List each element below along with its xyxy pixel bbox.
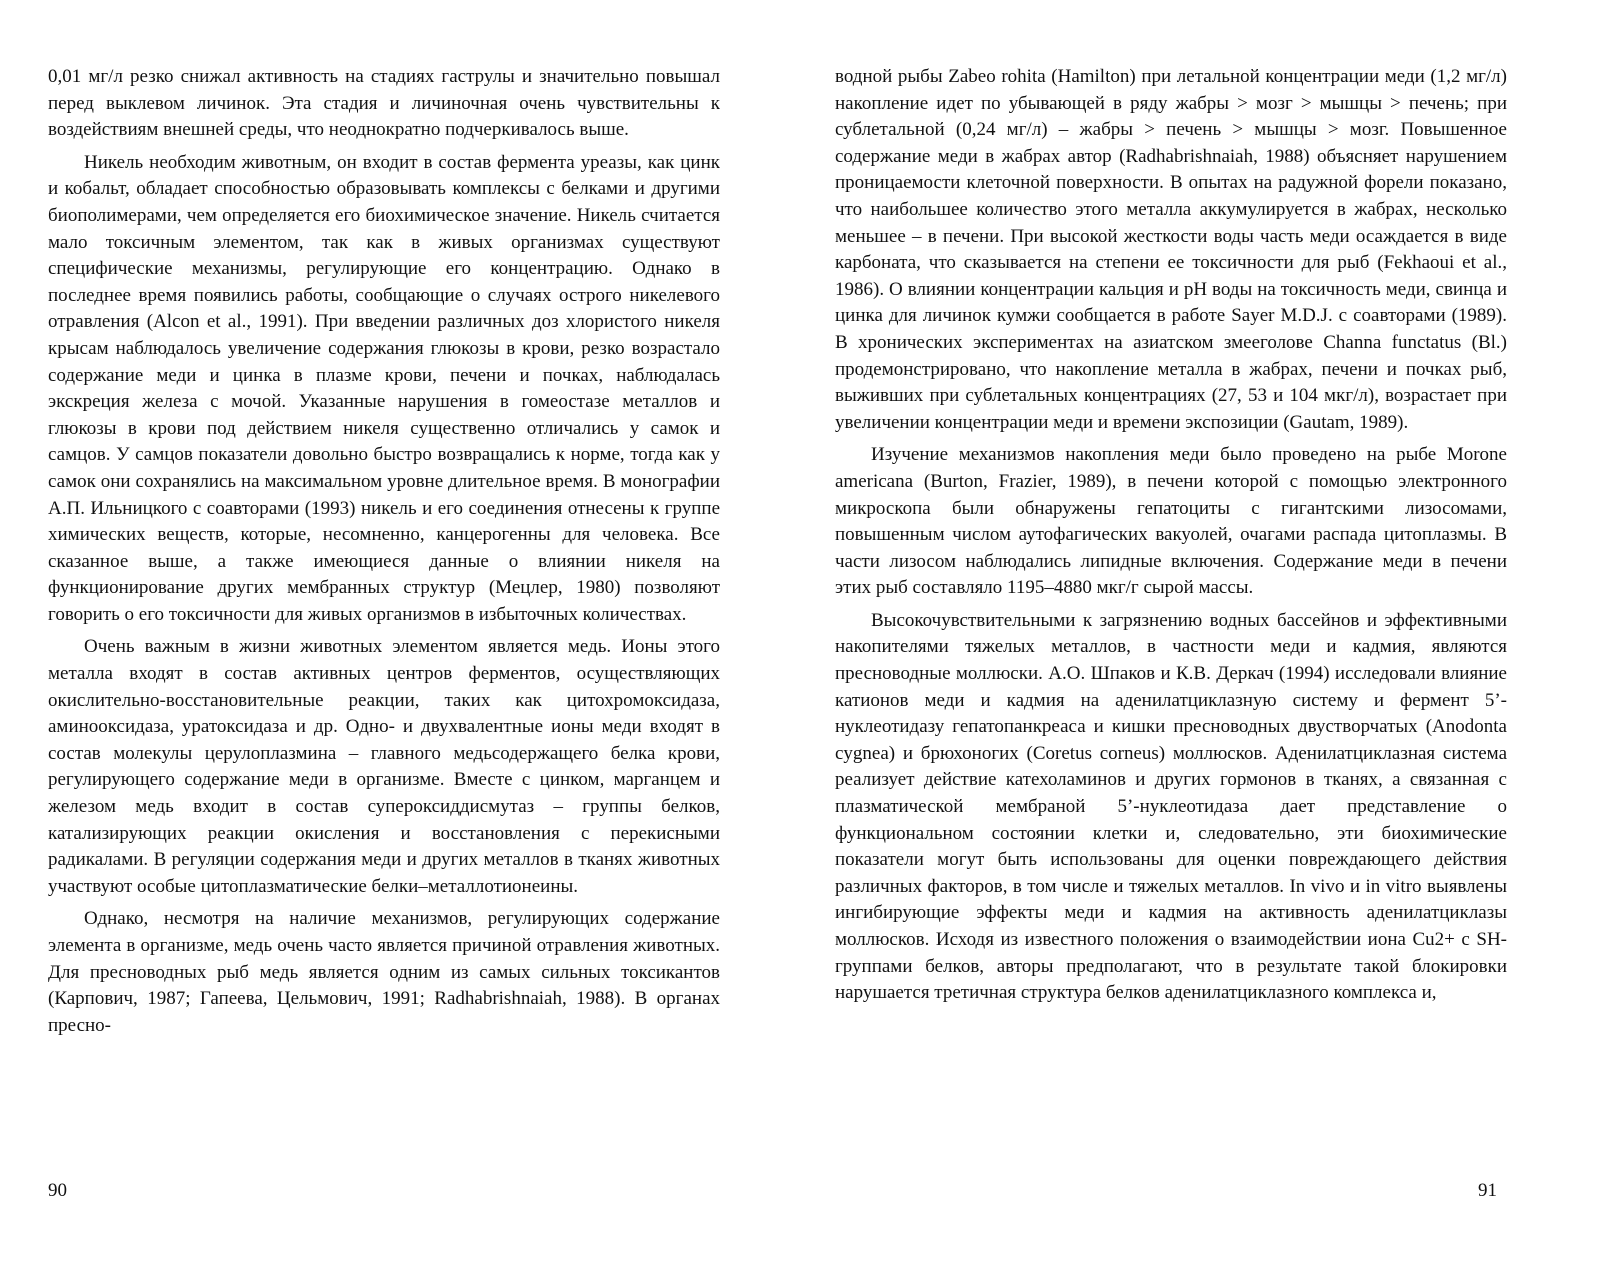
page-number: 90 xyxy=(48,1180,67,1201)
paragraph: Никель необходим животным, он входит в состав фермента уреазы, как цинк и кобальт, обладает способностью образовывать комплексы с белками и другими биополимерами, чем определяется его биохимическое значение. Никель считается мало токсичным элементом, так как в живых организмах существуют специфические механизмы, регулирующие его концентрацию. Однако в последнее время появились работы, сообщающие о случаях острого никелевого отравления (Alcon et al., 1991). При введении различных доз хлористого никеля крысам наблюдалось увеличение содержания глюкозы в крови, резко возрастало содержание меди и цинка в плазме крови, печени и почках, наблюдалась экскреция железа с мочой. Указанные нарушения в гомеостазе металлов и глюкозы в крови под действием никеля существенно отличались у самок и самцов. У самцов показатели довольно быстро возвращались к норме, тогда как у самок они сохранялись на максимальном уровне длительное время. В монографии А.П. Ильницкого с соавторами (1993) никель и его соединения отнесены к группе химических веществ, которые, несомненно, канцерогенны для человека. Все сказанное выше, а также имеющиеся данные о влиянии никеля на функционирование других мембранных структур (Мецлер, 1980) позволяют говорить о его токсичности для живых организмов в избыточных количествах. xyxy=(48,151,720,625)
paragraph: Однако, несмотря на наличие механизмов, регулирующих содержание элемента в организме, медь очень часто является причиной отравления животных. Для пресноводных рыб медь является одним из самых сильных токсикантов (Карпович, 1987; Гапеева, Цельмович, 1991; Radhabrishnaiah, 1988). В органах пресно- xyxy=(48,908,720,1036)
paragraph: Высокочувствительными к загрязнению водных бассейнов и эффективными накопителями тяжелых металлов, в частности меди и кадмия, являются пресноводные моллюски. А.О. Шпаков и К.В. Деркач (1994) исследовали влияние катионов меди и кадмия на аденилатциклазную систему и фермент 5’-нуклеотидазу гепатопанкреаса и кишки пресноводных двустворчатых (Anodonta cygnea) и брюхоногих (Coretus corneus) моллюсков. Аденилатциклазная система реализует действие катехоламинов и других гормонов в тканях, а связанная с плазматической мембраной 5’-нуклеотидаза дает представление о функциональном состоянии клетки и, следовательно, эти биохимические показатели могут быть использованы для оценки повреждающего действия различных факторов, в том числе и тяжелых металлов. In vivo и in vitro выявлены ингибирующие эффекты меди и кадмия на активность аденилатциклазы моллюсков. Исходя из известного положения о взаимодействии иона Cu2+ с SH-группами белков, авторы предполагают, что в результате такой блокировки нарушается третичная структура белков аденилатциклазного комплекса и, xyxy=(835,609,1507,1004)
right-page xyxy=(835,64,1507,1214)
paragraph: Очень важным в жизни животных элементом является медь. Ионы этого металла входят в состав активных центров ферментов, осуществляющих окислительно-восстановительные реакции, таких как цитохромоксидаза, аминооксидаза, уратоксидаза и др. Одно- и двухвалентные ионы меди входят в состав молекулы церулоплазмина – главного медьсодержащего белка крови, регулирующего содержание меди в организме. Вместе с цинком, марганцем и железом медь входит в состав супероксиддисмутаз – группы белков, катализирующих реакции окисления и восстановления с перекисными радикалами. В регуляции содержания меди и других металлов в тканях животных участвуют особые цитоплазматические белки–металлотионеины. xyxy=(48,636,720,897)
left-page-text xyxy=(48,64,720,1039)
right-page-text xyxy=(835,64,1507,1007)
left-page xyxy=(48,64,720,1214)
paragraph: водной рыбы Zabeo rohita (Hamilton) при летальной концентрации меди (1,2 мг/л) накопление идет по убывающей в ряду жабры > мозг > мышцы > печень; при сублетальной (0,24 мг/л) – жабры > печень > мышцы > мозг. Повышенное содержание меди в жабрах автор (Radhabrishnaiah, 1988) объясняет нарушением проницаемости клеточной поверхности. В опытах на радужной форели показано, что наибольшее количество этого металла аккумулируется в жабрах, несколько меньшее – в печени. При высокой жесткости воды часть меди осаждается в виде карбоната, что сказывается на степени ее токсичности для рыб (Fekhaoui et al., 1986). О влиянии концентрации кальция и pH воды на токсичность меди, свинца и цинка для личинок кумжи сообщается в работе Sayer M.D.J. с соавторами (1989). В хронических экспериментах на азиатском змееголове Channa functatus (Bl.) продемонстрировано, что накопление металла в жабрах, печени и почках рыб, выживших при сублетальных концентрациях (27, 53 и 104 мкг/л), возрастает при увеличении концентрации меди и времени экспозиции (Gautam, 1989). xyxy=(835,66,1507,433)
paragraph: 0,01 мг/л резко снижал активность на стадиях гаструлы и значительно повышал перед выклевом личинок. Эта стадия и личиночная очень чувствительны к воздействиям внешней среды, что неоднократно подчеркивалось выше. xyxy=(48,66,720,141)
page-number: 91 xyxy=(1478,1180,1497,1201)
paragraph: Изучение механизмов накопления меди было проведено на рыбе Morone americana (Burton, Frazier, 1989), в печени которой с помощью электронного микроскопа были обнаружены гепатоциты с гигантскими лизосомами, повышенным числом аутофагических вакуолей, очагами распада цитоплазмы. В части лизосом наблюдались липидные включения. Содержание меди в печени этих рыб составляло 1195–4880 мкг/г сырой массы. xyxy=(835,444,1507,599)
